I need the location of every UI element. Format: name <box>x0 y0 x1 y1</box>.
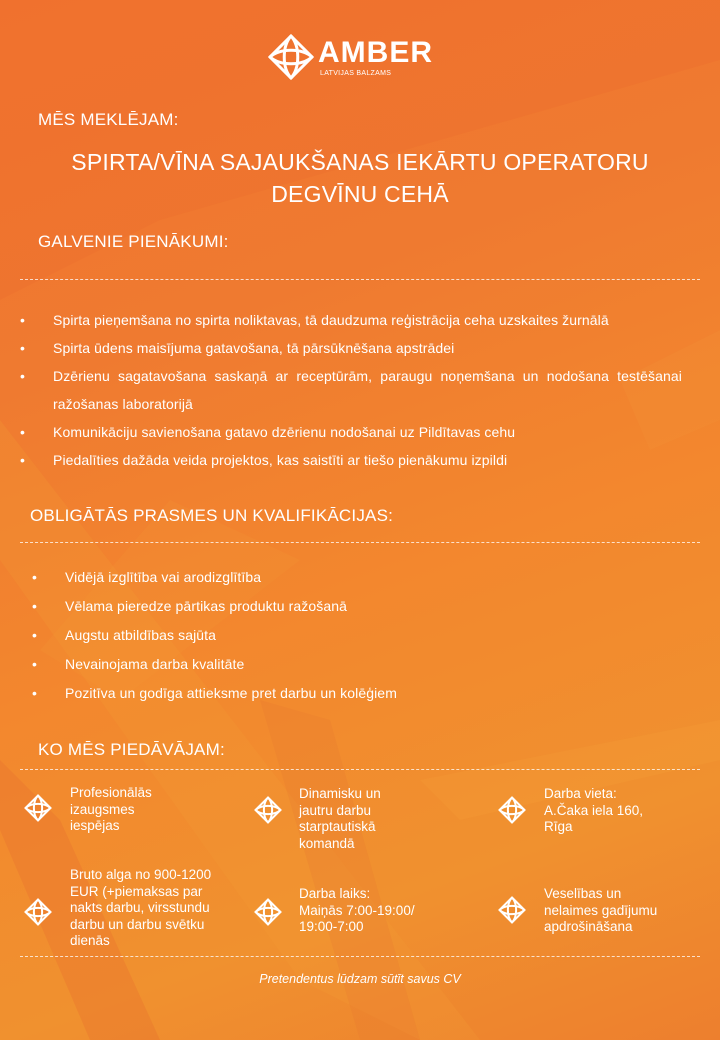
list-item: • Vidējā izglītība vai arodizglītība <box>32 563 672 592</box>
list-item: • Dzērienu sagatavošana saskaņā ar receptūrām, paraugu noņemšana un nodošana testēšanai ražošanas laboratorijā <box>20 362 682 418</box>
job-title <box>20 146 700 210</box>
list-item: • Spirta ūdens maisījuma gatavošana, tā pārsūknēšana apstrādei <box>20 334 682 362</box>
logo-wordmark: AMBER <box>318 36 433 69</box>
list-item: • Komunikāciju savienošana gatavo dzērienu nodošanai uz Pildītavas cehu <box>20 418 682 446</box>
list-item: • Vēlama pieredze pārtikas produktu ražošanā <box>32 592 672 621</box>
intro-label: MĒS MEKLĒJAM: <box>38 110 179 129</box>
job-title-line-2: DEGVĪNU CEHĀ <box>271 181 449 207</box>
qualifications-list <box>32 563 672 708</box>
list-item: • Augstu atbildības sajūta <box>32 621 672 650</box>
job-title-line-1: SPIRTA/VĪNA SAJAUKŠANAS IEKĀRTU OPERATORU <box>71 149 649 175</box>
amber-globe-icon <box>498 896 526 924</box>
duties-heading: GALVENIE PIENĀKUMI: <box>38 232 229 251</box>
amber-globe-icon <box>254 796 282 824</box>
amber-logo-icon <box>268 34 314 80</box>
offer-hours: Darba laiks: Maiņās 7:00-19:00/ 19:00-7:00 <box>299 886 415 934</box>
offer-team: Dinamisku un jautru darbu starptautiskā komandā <box>299 786 381 851</box>
list-item: • Piedalīties dažāda veida projektos, kas saistīti ar tiešo pienākumu izpildi <box>20 446 682 474</box>
divider <box>20 769 700 770</box>
list-item: • Spirta pieņemšana no spirta noliktavas, tā daudzuma reģistrācija ceha uzskaites žurnālā <box>20 306 682 334</box>
amber-globe-icon <box>24 794 52 822</box>
offer-heading: KO MĒS PIEDĀVĀJAM: <box>38 740 225 759</box>
offer-salary: Bruto alga no 900-1200 EUR (+piemaksas par nakts darbu, virsstundu darbu un darbu svētku dienās <box>70 867 212 948</box>
logo-subtitle: LATVIJAS BALZAMS <box>320 70 392 77</box>
offer-growth: Profesionālās izaugsmes iespējas <box>70 785 152 833</box>
duties-list <box>20 306 682 474</box>
divider <box>20 542 700 543</box>
offer-location: Darba vieta: A.Čaka iela 160, Rīga <box>544 786 644 834</box>
offer-insurance: Veselības un nelaimes gadījumu apdrošināšana <box>544 886 658 934</box>
footer-note: Pretendentus lūdzam sūtīt savus CV <box>259 972 461 986</box>
divider <box>20 279 700 280</box>
list-item: • Pozitīva un godīga attieksme pret darbu un kolēģiem <box>32 679 672 708</box>
amber-globe-icon <box>498 796 526 824</box>
company-logo <box>268 34 468 84</box>
divider <box>20 956 700 957</box>
qualifications-heading: OBLIGĀTĀS PRASMES UN KVALIFIKĀCIJAS: <box>30 506 394 525</box>
amber-globe-icon <box>24 898 52 926</box>
amber-globe-icon <box>254 898 282 926</box>
list-item: • Nevainojama darba kvalitāte <box>32 650 672 679</box>
